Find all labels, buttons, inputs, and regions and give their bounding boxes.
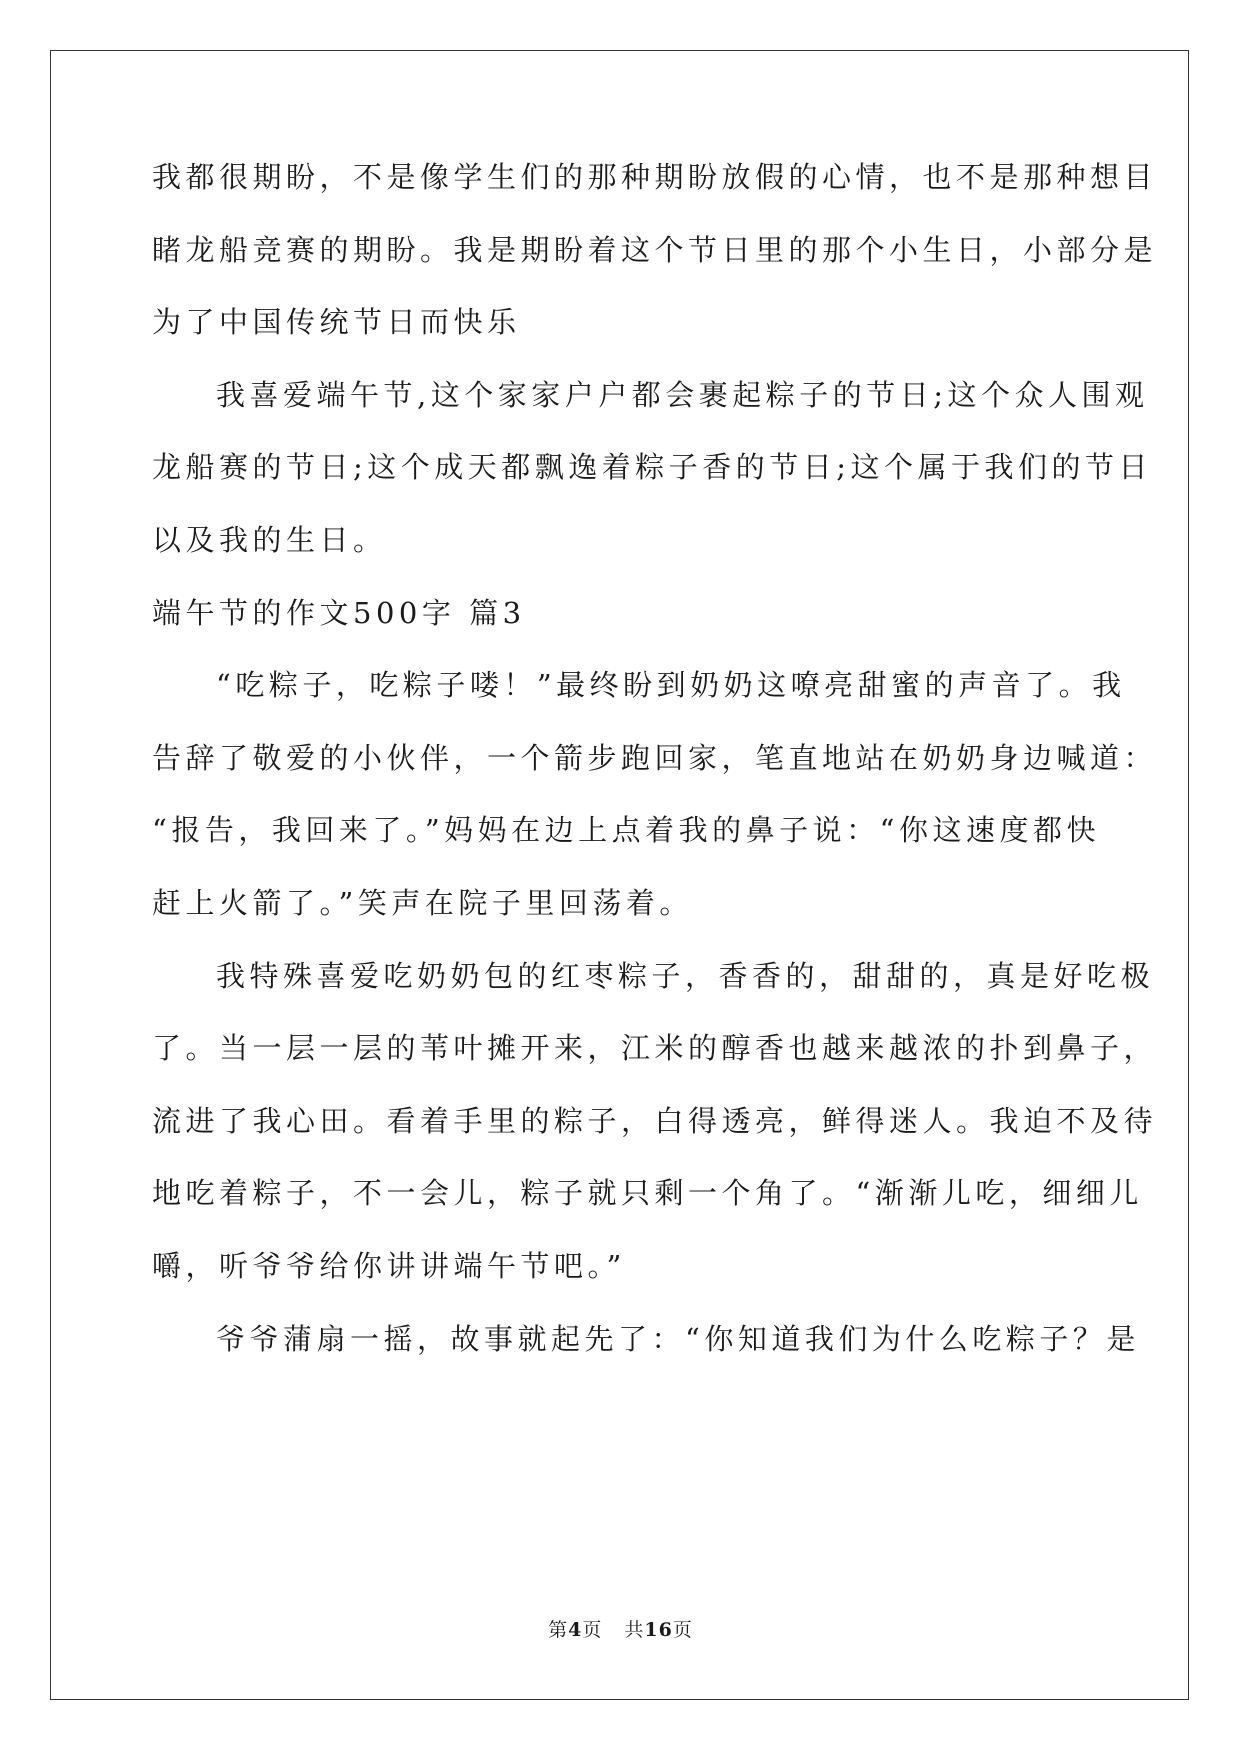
text-line: 龙船赛的节日;这个成天都飘逸着粽子香的节日;这个属于我们的节日 xyxy=(152,450,1153,485)
text-line: 赶上火箭了。”笑声在院子里回荡着。 xyxy=(152,885,693,920)
text-line: 告辞了敬爱的小伙伴，一个箭步跑回家，笔直地站在奶奶身边喊道： xyxy=(152,740,1158,775)
text-line: 嚼，听爷爷给你讲讲端午节吧。” xyxy=(152,1248,626,1283)
text-line: 我特殊喜爱吃奶奶包的红枣粽子，香香的，甜甜的，真是好吃极 xyxy=(216,958,1155,993)
document-body xyxy=(152,141,1158,1375)
footer-total-suffix: 页 xyxy=(672,1619,693,1641)
page-footer xyxy=(0,1615,1241,1642)
footer-prefix: 第 xyxy=(548,1619,569,1641)
footer-total-prefix: 共 xyxy=(624,1619,645,1641)
text-line: 睹龙船竞赛的期盼。我是期盼着这个节日里的那个小生日，小部分是 xyxy=(152,232,1158,267)
footer-page-suffix: 页 xyxy=(582,1619,603,1641)
text-line: 为了中国传统节日而快乐 xyxy=(152,305,521,340)
footer-total-pages: 16 xyxy=(644,1619,673,1641)
text-line: 流进了我心田。看着手里的粽子，白得透亮，鲜得迷人。我迫不及待 xyxy=(152,1103,1158,1138)
text-line: “吃粽子，吃粽子喽！”最终盼到奶奶这嘹亮甜蜜的声音了。我 xyxy=(216,668,1126,703)
text-line: 了。当一层一层的苇叶摊开来，江米的醇香也越来越浓的扑到鼻子， xyxy=(152,1031,1158,1066)
text-line: 地吃着粽子，不一会儿，粽子就只剩一个角了。“渐渐儿吃，细细儿 xyxy=(152,1176,1143,1211)
text-line: 我喜爱端午节,这个家家户户都会裹起粽子的节日;这个众人围观 xyxy=(216,377,1149,412)
text-line: 我都很期盼，不是像学生们的那种期盼放假的心情，也不是那种想目 xyxy=(152,160,1158,194)
footer-page-number: 4 xyxy=(568,1619,583,1641)
text-line: 爷爷蒲扇一摇，故事就起先了：“你知道我们为什么吃粽子？是 xyxy=(216,1321,1140,1356)
text-line: 以及我的生日。 xyxy=(152,522,387,557)
text-line: “报告，我回来了。”妈妈在边上点着我的鼻子说：“你这速度都快 xyxy=(152,813,1100,848)
text-line: 端午节的作文500字 篇3 xyxy=(152,595,526,630)
